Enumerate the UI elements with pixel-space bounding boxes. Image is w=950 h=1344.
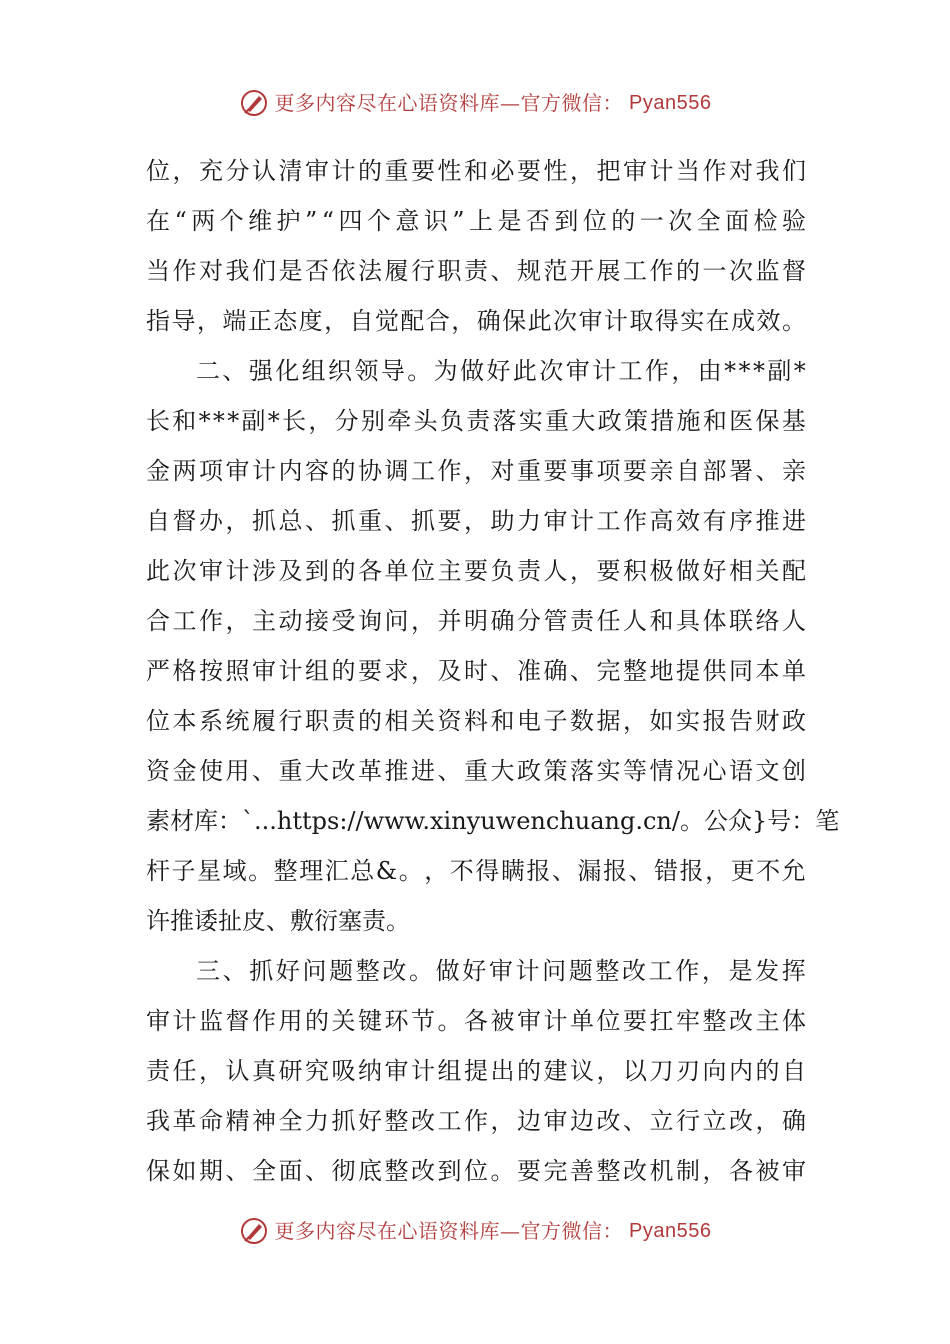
text-line: 位 ， 充 分 认 清 审 计 的 重 要 性 和 必 要 性 ， 把 审 计 当 作 对 我 们 <box>146 157 806 185</box>
text-line: 自 督 办 ， 抓 总 、 抓 重 、 抓 要 ， 助 力 审 计 工 作 高 效 有 序 推 进 <box>146 507 806 535</box>
text-line: 保 如 期 、 全 面 、 彻 底 整 改 到 位 。 要 完 善 整 改 机 制 ， 各 被 审 <box>146 1157 806 1185</box>
text-line: 杆 子 星 域 。 整 理 汇 总 & 。 ， 不 得 瞒 报 、 漏 报 、 错 报 ， 更 不 允 <box>146 857 806 885</box>
text-line: 我 革 命 精 神 全 力 抓 好 整 改 工 作 ， 边 审 边 改 、 立 行 立 改 ， 确 <box>146 1107 806 1135</box>
document-body <box>146 146 840 1196</box>
watermark-wechat-id: Pyan556 <box>629 1220 712 1242</box>
text-line: 责 任 ， 认 真 研 究 吸 纳 审 计 组 提 出 的 建 议 ， 以 刀 刃 向 内 的 自 <box>146 1057 806 1085</box>
pen-logo-icon <box>239 88 269 118</box>
pen-logo-icon <box>239 1216 269 1246</box>
watermark-text: 更多内容尽在心语资料库—官方微信： <box>274 1219 624 1243</box>
watermark-wechat-id: Pyan556 <box>629 92 712 114</box>
text-line: 三 、 抓 好 问 题 整 改 。 做 好 审 计 问 题 整 改 工 作 ， 是 发 挥 <box>196 957 806 985</box>
text-line: 二 、 强 化 组 织 领 导 。 为 做 好 此 次 审 计 工 作 ， 由 * * * 副 * <box>196 357 806 385</box>
text-line: 位 本 系 统 履 行 职 责 的 相 关 资 料 和 电 子 数 据 ， 如 实 报 告 财 政 <box>146 707 806 735</box>
text-line: 合 工 作 ， 主 动 接 受 询 问 ， 并 明 确 分 管 责 任 人 和 具 体 联 络 人 <box>146 607 806 635</box>
watermark-text: 更多内容尽在心语资料库—官方微信： <box>274 91 624 115</box>
text-line: 指 导 ， 端 正 态 度 ， 自 觉 配 合 ， 确 保 此 次 审 计 取 得 实 在 成 效 。 <box>146 307 806 335</box>
text-line: 当 作 对 我 们 是 否 依 法 履 行 职 责 、 规 范 开 展 工 作 的 一 次 监 督 <box>146 257 806 285</box>
header-watermark <box>0 88 950 118</box>
text-line: 素 材 库 ： `...https://www.xinyuwenchuang.cn/ 。 公 众 } 号 ： 笔 <box>146 807 840 835</box>
text-line: 此 次 审 计 涉 及 到 的 各 单 位 主 要 负 责 人 ， 要 积 极 做 好 相 关 配 <box>146 557 806 585</box>
text-line: 严 格 按 照 审 计 组 的 要 求 ， 及 时 、 准 确 、 完 整 地 提 供 同 本 单 <box>146 657 806 685</box>
text-line: 许推诿扯皮、敷衍塞责。 <box>146 907 410 935</box>
text-line: 长 和 * * * 副 * 长 ， 分 别 牵 头 负 责 落 实 重 大 政 策 措 施 和 医 保 基 <box>146 407 806 435</box>
text-line: 审 计 监 督 作 用 的 关 键 环 节 。 各 被 审 计 单 位 要 扛 牢 整 改 主 体 <box>146 1007 806 1035</box>
text-line: 在 “ 两 个 维 护 ” “ 四 个 意 识 ” 上 是 否 到 位 的 一 次 全 面 检 验 <box>146 207 806 235</box>
text-line: 金 两 项 审 计 内 容 的 协 调 工 作 ， 对 重 要 事 项 要 亲 自 部 署 、 亲 <box>146 457 806 485</box>
text-line: 资 金 使 用 、 重 大 改 革 推 进 、 重 大 政 策 落 实 等 情 况 心 语 文 创 <box>146 757 806 785</box>
footer-watermark <box>0 1216 950 1246</box>
